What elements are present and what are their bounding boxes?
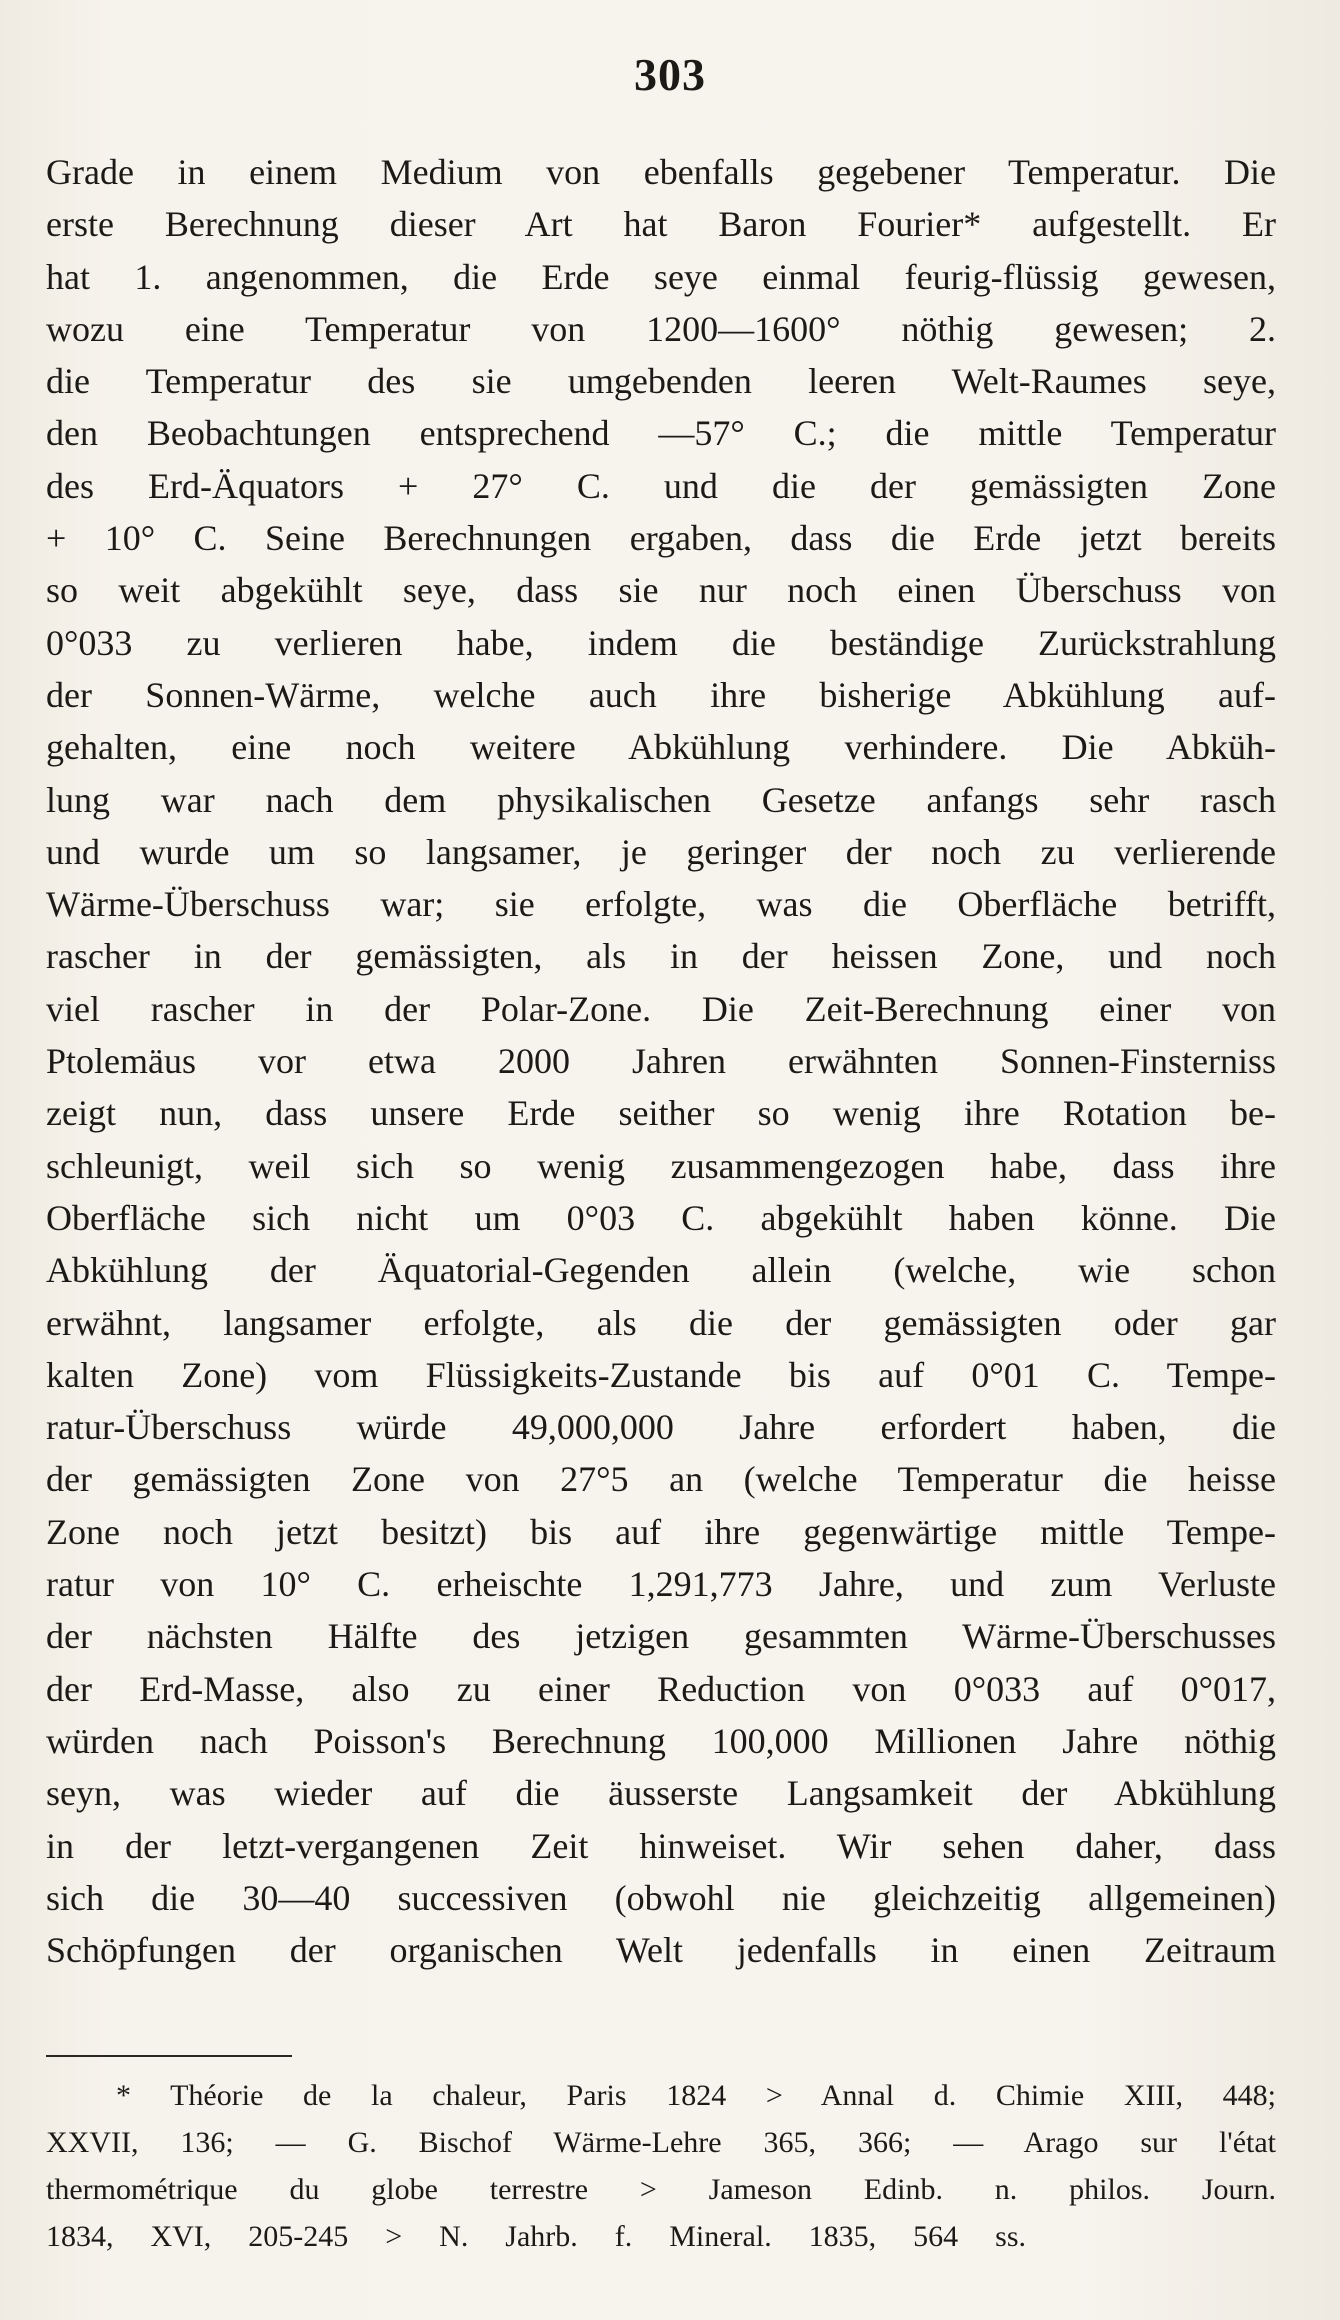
text-line: der Erd-Masse, also zu einer Reduction von 0°033 auf 0°017, bbox=[46, 1668, 1276, 1709]
text-line: kalten Zone) vom Flüssigkeits-Zustande bis auf 0°01 C. Tempe- bbox=[46, 1354, 1276, 1395]
text-line: schleunigt, weil sich so wenig zusammengezogen habe, dass ihre bbox=[46, 1145, 1276, 1186]
footnote-line: thermométrique du globe terrestre > Jameson Edinb. n. philos. Journ. bbox=[46, 2173, 1276, 2206]
text-line: den Beobachtungen entsprechend —57° C.; die mittle Temperatur bbox=[46, 413, 1276, 454]
text-line: lung war nach dem physikalischen Gesetze anfangs sehr rasch bbox=[46, 779, 1276, 820]
text-line: die Temperatur des sie umgebenden leeren Welt-Raumes seye, bbox=[46, 361, 1276, 402]
text-line: in der letzt-vergangenen Zeit hinweiset. Wir sehen daher, dass bbox=[46, 1825, 1276, 1866]
text-line: gehalten, eine noch weitere Abkühlung verhindere. Die Abküh- bbox=[46, 727, 1276, 768]
footnote-line: * Théorie de la chaleur, Paris 1824 > Annal d. Chimie XIII, 448; bbox=[116, 2079, 1276, 2112]
text-line: 0°033 zu verlieren habe, indem die beständige Zurückstrahlung bbox=[46, 622, 1276, 663]
text-line: ratur-Überschuss würde 49,000,000 Jahre erfordert haben, die bbox=[46, 1407, 1276, 1448]
text-line: erste Berechnung dieser Art hat Baron Fourier* aufgestellt. Er bbox=[46, 204, 1276, 245]
text-line: der Sonnen-Wärme, welche auch ihre bisherige Abkühlung auf- bbox=[46, 674, 1276, 715]
text-line: hat 1. angenommen, die Erde seye einmal feurig-flüssig gewesen, bbox=[46, 256, 1276, 297]
text-line: ratur von 10° C. erheischte 1,291,773 Jahre, und zum Verluste bbox=[46, 1564, 1276, 1605]
text-line: wozu eine Temperatur von 1200—1600° nöthig gewesen; 2. bbox=[46, 308, 1276, 349]
text-line: Ptolemäus vor etwa 2000 Jahren erwähnten Sonnen-Finsterniss bbox=[46, 1041, 1276, 1082]
text-line: der gemässigten Zone von 27°5 an (welche Temperatur die heisse bbox=[46, 1459, 1276, 1500]
text-line: Grade in einem Medium von ebenfalls gegebener Temperatur. Die bbox=[46, 152, 1276, 192]
text-line: Zone noch jetzt besitzt) bis auf ihre gegenwärtige mittle Tempe- bbox=[46, 1511, 1276, 1552]
text-line: und wurde um so langsamer, je geringer der noch zu verlierende bbox=[46, 831, 1276, 872]
footnote-line bbox=[46, 2213, 1276, 2260]
body-text bbox=[46, 146, 1276, 1976]
text-line: erwähnt, langsamer erfolgte, als die der gemässigten oder gar bbox=[46, 1302, 1276, 1343]
footnote-line: XXVII, 136; — G. Bischof Wärme-Lehre 365, 366; — Arago sur l'état bbox=[46, 2126, 1276, 2159]
footnote-divider bbox=[46, 2055, 292, 2057]
text-line: Wärme-Überschuss war; sie erfolgte, was die Oberfläche betrifft, bbox=[46, 884, 1276, 925]
footnotes bbox=[46, 2072, 1276, 2260]
page-number: 303 bbox=[634, 49, 706, 100]
text-line: seyn, was wieder auf die äusserste Langsamkeit der Abkühlung bbox=[46, 1773, 1276, 1814]
text-line: so weit abgekühlt seye, dass sie nur noch einen Überschuss von bbox=[46, 570, 1276, 611]
text-line: der nächsten Hälfte des jetzigen gesammten Wärme-Überschusses bbox=[46, 1616, 1276, 1657]
footnote-line-text: 1834, XVI, 205-245 > N. Jahrb. f. Mineral. 1835, 564 ss. bbox=[46, 2220, 1026, 2253]
text-line: sich die 30—40 successiven (obwohl nie gleichzeitig allgemeinen) bbox=[46, 1877, 1276, 1918]
text-line: würden nach Poisson's Berechnung 100,000 Millionen Jahre nöthig bbox=[46, 1720, 1276, 1761]
text-line: des Erd-Äquators + 27° C. und die der gemässigten Zone bbox=[46, 465, 1276, 506]
text-line: rascher in der gemässigten, als in der heissen Zone, und noch bbox=[46, 936, 1276, 977]
text-line: viel rascher in der Polar-Zone. Die Zeit-Berechnung einer von bbox=[46, 988, 1276, 1029]
text-line: Oberfläche sich nicht um 0°03 C. abgekühlt haben könne. Die bbox=[46, 1197, 1276, 1238]
text-line: Abkühlung der Äquatorial-Gegenden allein (welche, wie schon bbox=[46, 1250, 1276, 1291]
text-line: zeigt nun, dass unsere Erde seither so wenig ihre Rotation be- bbox=[46, 1093, 1276, 1134]
text-line: + 10° C. Seine Berechnungen ergaben, dass die Erde jetzt bereits bbox=[46, 518, 1276, 559]
text-line: Schöpfungen der organischen Welt jedenfalls in einen Zeitraum bbox=[46, 1930, 1276, 1971]
